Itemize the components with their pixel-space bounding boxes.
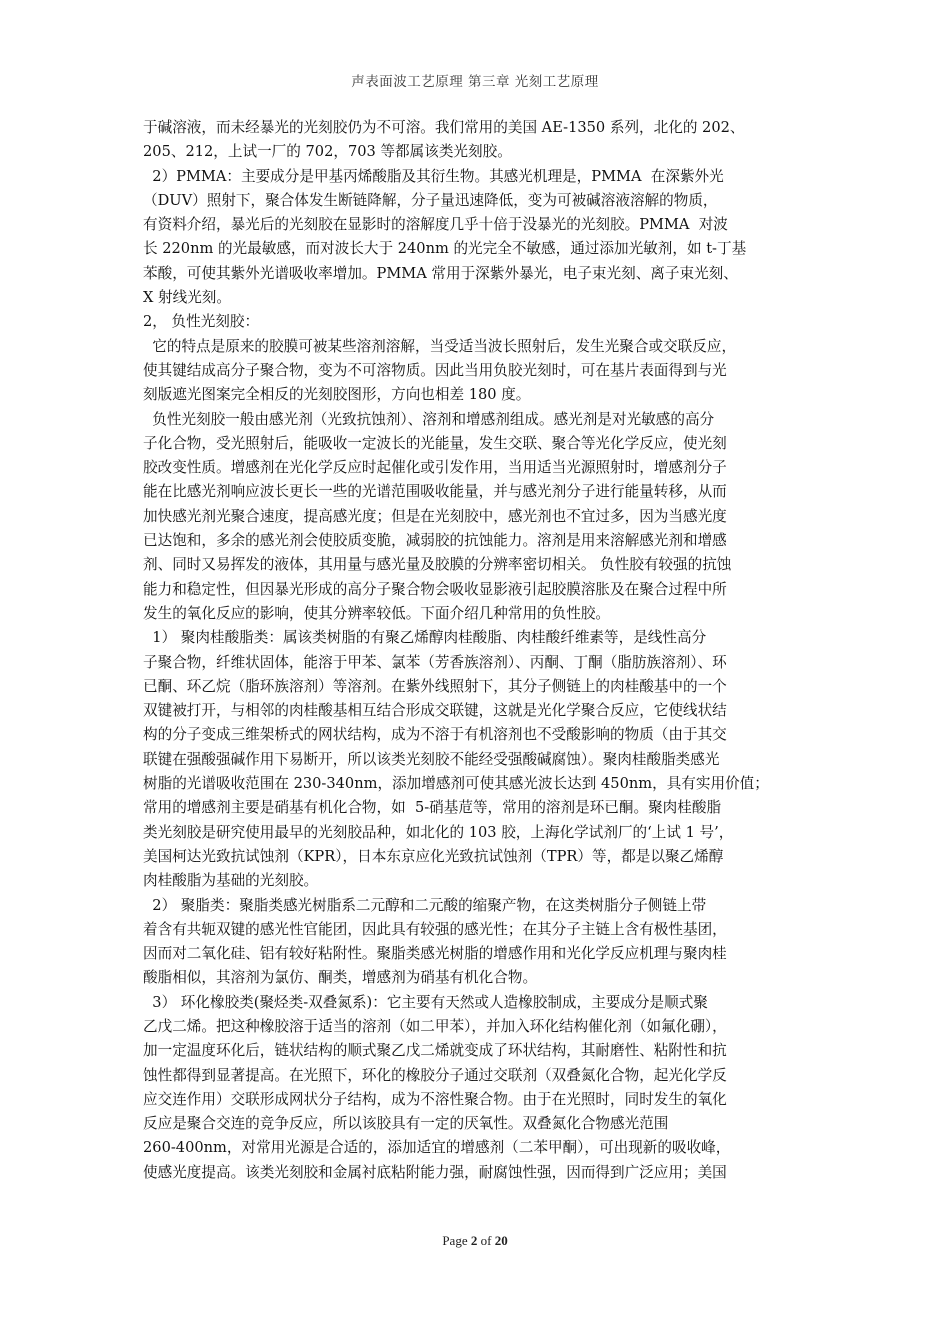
text-line: 乙戊二烯。把这种橡胶溶于适当的溶剂（如二甲苯），并加入环化结构催化剂（如氟化硼）， — [143, 1017, 727, 1035]
text-line: 于碱溶液，而未经暴光的光刻胶仍为不可溶。我们常用的美国 AE-1350 系列，北化的 202、 — [143, 119, 745, 136]
text-line: 已达饱和，多余的感光剂会使胶质变脆，减弱胶的抗蚀能力。溶剂是用来溶解感光剂和增感 — [143, 532, 727, 550]
text-line: 205、212，上试一厂的 702，703 等都属该类光刻胶。 — [143, 143, 512, 161]
text-line: 2） 聚脂类：聚脂类感光树脂系二元醇和二元酸的缩聚产物，在这类树脂分子侧链上带 — [143, 896, 707, 914]
text-line: 使其键结成高分子聚合物，变为不可溶物质。因此当用负胶光刻时，可在基片表面得到与光 — [143, 361, 727, 379]
text-line: 剂、同时又易挥发的液体，其用量与感光量及胶膜的分辨率密切相关。 负性胶有较强的抗蚀 — [143, 556, 732, 574]
text-line: 260-400nm，对常用光源是合适的，添加适宜的增感剂（二苯甲酮），可出现新的吸收峰， — [143, 1139, 731, 1157]
text-line: 能力和稳定性，但因暴光形成的高分子聚合物会吸收显影液引起胶膜溶胀及在聚合过程中所 — [143, 580, 727, 598]
text-line: 苯酸，可使其紫外光谱吸收率增加。PMMA 常用于深紫外暴光，电子束光刻、离子束光刻、 — [143, 264, 738, 282]
text-line: 着含有共轭双键的感光性官能团，因此具有较强的感光性；在其分子主链上含有极性基团， — [143, 920, 727, 938]
text-line: 蚀性都得到显著提高。在光照下，环化的橡胶分子通过交联剂（双叠氮化合物，起光化学反 — [143, 1066, 727, 1084]
text-line: 因而对二氧化硅、铝有较好粘附性。聚脂类感光树脂的增感作用和光化学反应机理与聚肉桂 — [143, 945, 727, 963]
text-line: 1） 聚肉桂酸脂类：属该类树脂的有聚乙烯醇肉桂酸脂、肉桂酸纤维素等，是线性高分 — [143, 629, 707, 647]
text-line: 有资料介绍，暴光后的光刻胶在显影时的溶解度几乎十倍于没暴光的光刻胶。PMMA 对波 — [143, 216, 728, 234]
running-header: 声表面波工艺原理 第三章 光刻工艺原理 — [351, 74, 599, 90]
text-line: 子化合物，受光照射后，能吸收一定波长的光能量，发生交联、聚合等光化学反应，使光刻 — [143, 434, 727, 452]
text-line: 刻版遮光图案完全相反的光刻胶图形，方向也相差 180 度。 — [143, 386, 531, 404]
text-line: 构的分子变成三维架桥式的网状结构，成为不溶于有机溶剂也不受酸影响的物质（由于其交 — [143, 726, 727, 744]
text-line: 发生的氧化反应的影响，使其分辨率较低。下面介绍几种常用的负性胶。 — [143, 604, 611, 622]
text-line: 应交连作用）交联形成网状分子结构，成为不溶性聚合物。由于在光照时，同时发生的氧化 — [143, 1090, 727, 1108]
text-line: 3） 环化橡胶类(聚烃类-双叠氮系)：它主要有天然或人造橡胶制成，主要成分是顺式聚 — [143, 993, 708, 1011]
text-line: 类光刻胶是研究使用最早的光刻胶品种，如北化的 103 胶，上海化学试剂厂的‘上试 1 号’， — [143, 823, 734, 841]
text-line: 树脂的光谱吸收范围在 230-340nm，添加增感剂可使其感光波长达到 450nm，具有实用价值； — [143, 775, 769, 793]
text-line: 2）PMMA：主要成分是甲基丙烯酸脂及其衍生物。其感光机理是，PMMA 在深紫外光 — [143, 167, 724, 185]
document-body — [143, 116, 810, 1185]
text-line: 酸脂相似，其溶剂为氯仿、酮类，增感剂为硝基有机化合物。 — [143, 969, 538, 987]
footer-total-pages: 20 — [494, 1233, 508, 1248]
text-line: 胶改变性质。增感剂在光化学反应时起催化或引发作用，当用适当光源照射时，增感剂分子 — [143, 459, 727, 477]
text-line: 联键在强酸强碱作用下易断开，所以该类光刻胶不能经受强酸碱腐蚀）。聚肉桂酸脂类感光 — [143, 750, 720, 768]
text-line: 已酮、环乙烷（脂环族溶剂）等溶剂。在紫外线照射下，其分子侧链上的肉桂酸基中的一个 — [143, 677, 727, 695]
text-line: 使感光度提高。该类光刻胶和金属衬底粘附能力强，耐腐蚀性强，因而得到广泛应用；美国 — [143, 1163, 727, 1181]
text-line: 常用的增感剂主要是硝基有机化合物，如 5-硝基苊等，常用的溶剂是环已酮。聚肉桂酸脂 — [143, 799, 722, 817]
page-footer — [0, 1233, 950, 1249]
text-line: 它的特点是原来的胶膜可被某些溶剂溶解，当受适当波长照射后，发生光聚合或交联反应， — [143, 337, 737, 355]
text-line: 长 220nm 的光最敏感，而对波长大于 240nm 的光完全不敏感，通过添加光敏剂，如 t-丁基 — [143, 240, 747, 258]
text-line: 双键被打开，与相邻的肉桂酸基相互结合形成交联键，这就是光化学聚合反应，它使线状结 — [143, 702, 727, 720]
text-line: X 射线光刻。 — [143, 289, 231, 307]
footer-current-page: 2 — [470, 1233, 478, 1248]
text-line: 加一定温度环化后，链状结构的顺式聚乙戊二烯就变成了环状结构，其耐磨性、粘附性和抗 — [143, 1042, 727, 1060]
text-line: 反应是聚合交连的竞争反应，所以该胶具有一定的厌氧性。双叠氮化合物感光范围 — [143, 1115, 669, 1133]
footer-prefix: Page — [442, 1233, 471, 1248]
text-line: 美国柯达光致抗试蚀剂（KPR），日本东京应化光致抗试蚀剂（TPR）等，都是以聚乙烯醇 — [143, 847, 724, 865]
text-line: 2， 负性光刻胶： — [143, 313, 260, 331]
text-line: （DUV）照射下，聚合体发生断链降解，分子量迅速降低，变为可被碱溶液溶解的物质， — [143, 191, 718, 209]
footer-middle: of — [477, 1233, 495, 1248]
text-line: 加快感光剂光聚合速度，提高感光度；但是在光刻胶中，感光剂也不宜过多，因为当感光度 — [143, 507, 727, 525]
text-line: 子聚合物，纤维状固体，能溶于甲苯、氯苯（芳香族溶剂）、丙酮、丁酮（脂肪族溶剂）、环 — [143, 653, 727, 671]
text-line: 能在比感光剂响应波长更长一些的光谱范围吸收能量，并与感光剂分子进行能量转移，从而 — [143, 483, 727, 501]
text-line: 负性光刻胶一般由感光剂（光致抗蚀剂）、溶剂和增感剂组成。感光剂是对光敏感的高分 — [143, 410, 715, 428]
text-line: 肉桂酸脂为基础的光刻胶。 — [143, 872, 319, 890]
